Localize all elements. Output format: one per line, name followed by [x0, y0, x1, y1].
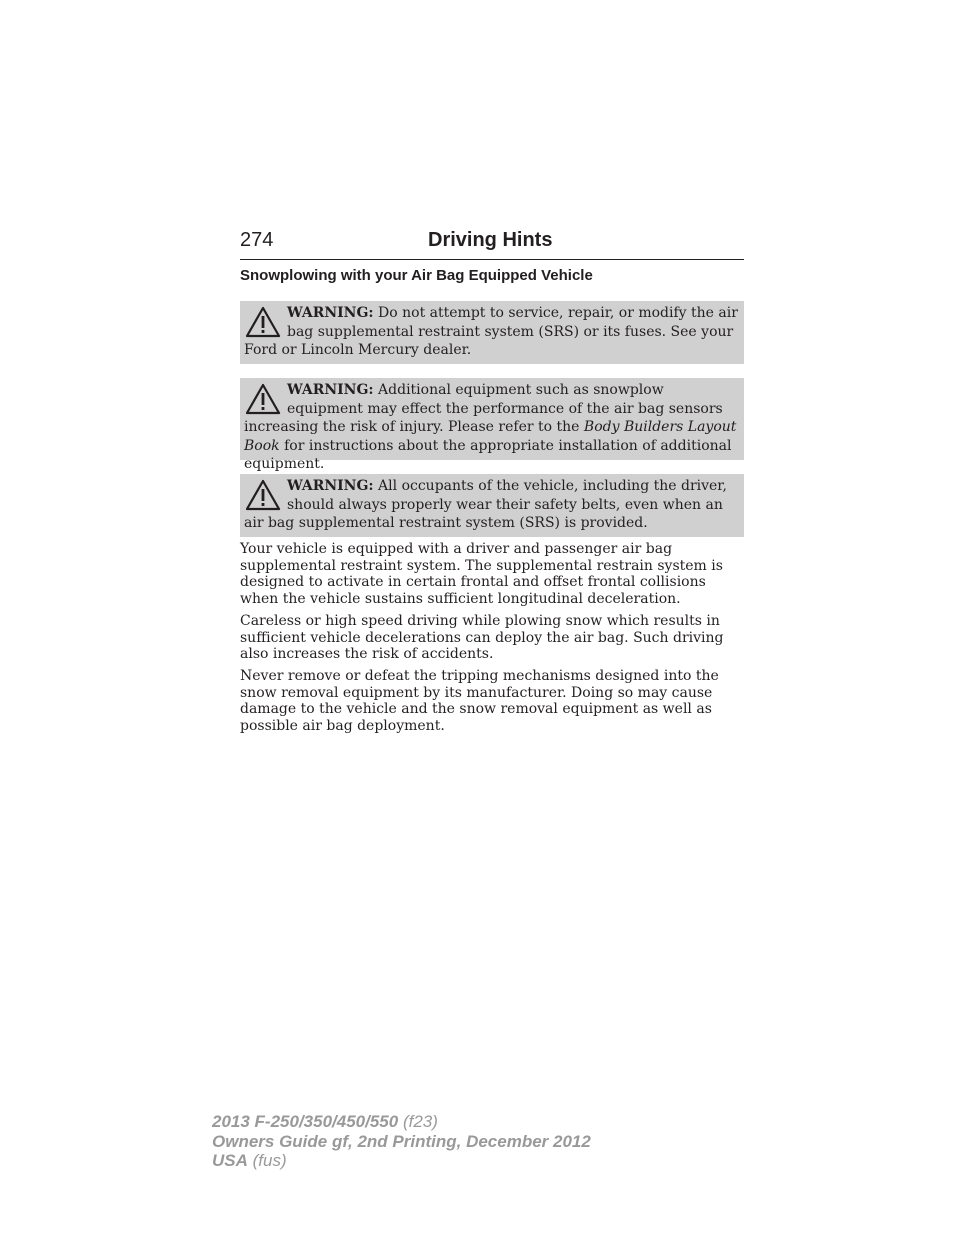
footer	[212, 1112, 591, 1171]
page-number: 274	[240, 229, 274, 251]
warning-text: Do not attempt to service, repair, or modify the air bag supplemental restraint system (SRS) or its fuses. See your Ford or Lincoln Mercury dealer.	[244, 305, 738, 358]
footer-model: 2013 F-250/350/450/550	[212, 1112, 399, 1131]
warning-text: Additional equipment such as snowplow equipment may effect the performance of the air bag sensors increasing the risk of injury. Please refer to the	[244, 382, 723, 435]
footer-line-1	[212, 1112, 591, 1132]
warning-triangle-icon	[244, 478, 282, 512]
section-title: Snowplowing with your Air Bag Equipped Vehicle	[240, 267, 593, 284]
warning-text: All occupants of the vehicle, including the driver, should always properly wear their safety belts, even when an air bag supplemental restraint system (SRS) is provided.	[244, 478, 727, 531]
body-paragraph: Careless or high speed driving while plowing snow which results in sufficient vehicle decelerations can deploy the air bag. Such driving also increases the risk of accidents.	[240, 613, 724, 662]
warning-text-continued: for instructions about the appropriate installation of additional equipment.	[244, 437, 732, 472]
warning-label: WARNING:	[287, 382, 374, 398]
page-title: Driving Hints	[428, 229, 553, 251]
footer-line-2: Owners Guide gf, 2nd Printing, December 2012	[212, 1131, 591, 1151]
page-header	[240, 228, 744, 260]
footer-model-code: (f23)	[402, 1112, 438, 1131]
warning-label: WARNING:	[287, 478, 374, 494]
warning-label: WARNING:	[287, 305, 374, 321]
warning-box-2	[240, 378, 744, 472]
warning-triangle-icon	[244, 305, 282, 339]
footer-region-code: (fus)	[252, 1151, 287, 1170]
footer-line-3	[212, 1151, 591, 1171]
warning-box-1	[240, 301, 744, 364]
book-title: Body Builders Layout Book	[244, 419, 737, 454]
body-paragraph: Your vehicle is equipped with a driver and passenger air bag supplemental restraint system. The supplemental restrain system is designed to activate in certain frontal and offset frontal collisions when the vehicle sustains sufficient longitudinal deceleration.	[240, 541, 723, 607]
footer-region: USA	[212, 1151, 248, 1170]
warning-triangle-icon	[244, 382, 282, 416]
body-paragraph: Never remove or defeat the tripping mechanisms designed into the snow removal equipment by its manufacturer. Doing so may cause damage to the vehicle and the snow removal equipment as well as possible air bag deployment.	[240, 668, 719, 734]
warning-box-3	[240, 474, 744, 537]
